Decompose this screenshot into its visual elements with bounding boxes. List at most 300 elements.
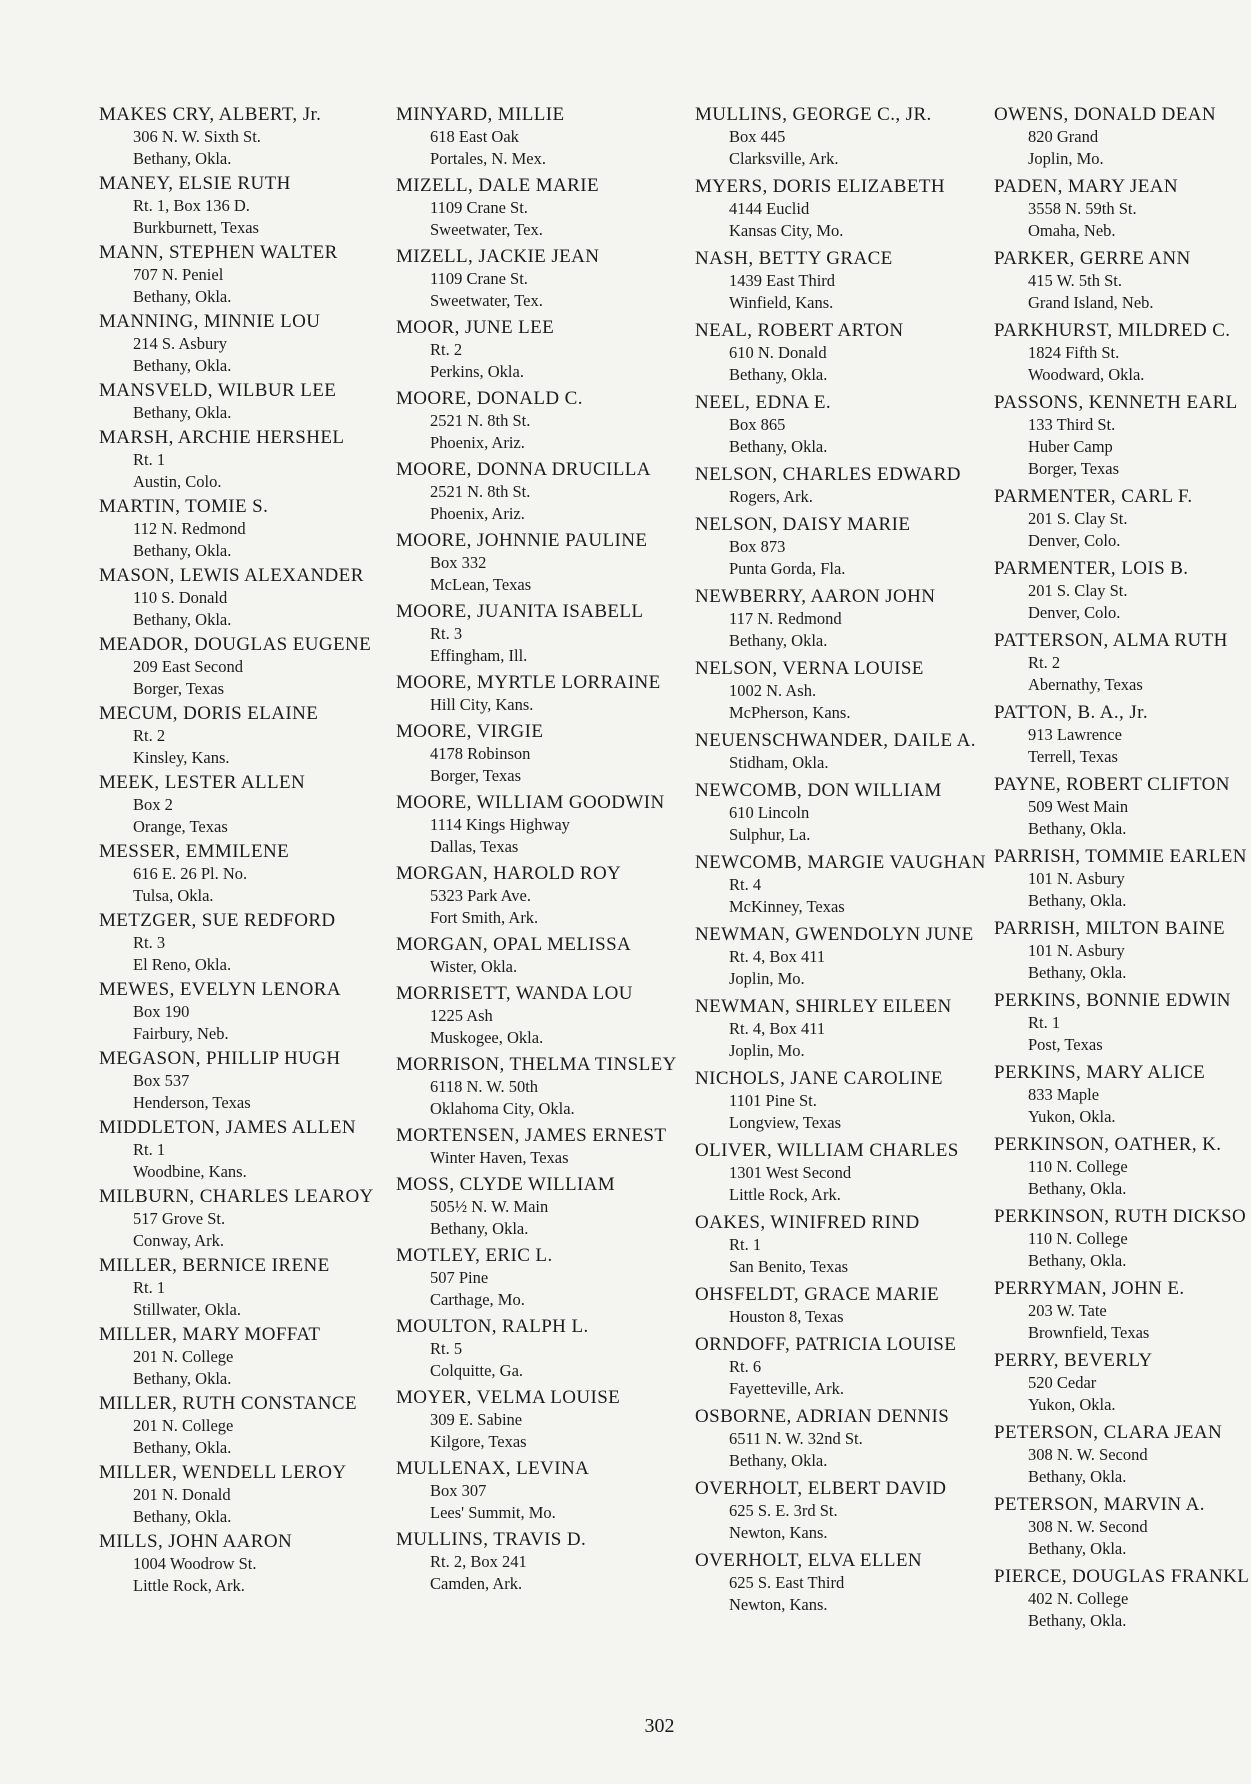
entry-address-line: 707 N. Peniel bbox=[133, 265, 224, 284]
directory-entry bbox=[99, 979, 399, 1045]
entry-name: MECUM, DORIS ELAINE bbox=[99, 703, 319, 724]
entry-address-line: Huber Camp bbox=[1028, 437, 1113, 456]
entry-name: NELSON, CHARLES EDWARD bbox=[695, 464, 961, 485]
entry-address-line: 833 Maple bbox=[1028, 1085, 1100, 1104]
entry-address-line: Dallas, Texas bbox=[430, 837, 519, 856]
entry-address-line: Box 873 bbox=[729, 537, 786, 556]
entry-address-line: Tulsa, Okla. bbox=[133, 886, 214, 905]
entry-address-line: 101 N. Asbury bbox=[1028, 941, 1125, 960]
entry-address-line: Oklahoma City, Okla. bbox=[430, 1099, 575, 1118]
entry-name: OSBORNE, ADRIAN DENNIS bbox=[695, 1406, 950, 1427]
entry-name: MOOR, JUNE LEE bbox=[396, 317, 555, 338]
entry-address-line: Winter Haven, Texas bbox=[430, 1148, 569, 1167]
directory-entry bbox=[695, 780, 995, 846]
entry-name: PERKINS, BONNIE EDWIN bbox=[994, 990, 1231, 1011]
entry-address-line: 1109 Crane St. bbox=[430, 269, 528, 288]
entry-address-line: 625 S. East Third bbox=[729, 1573, 845, 1592]
entry-name: MANN, STEPHEN WALTER bbox=[99, 242, 338, 263]
entry-address-line: San Benito, Texas bbox=[729, 1257, 849, 1276]
entry-address-line: McKinney, Texas bbox=[729, 897, 845, 916]
entry-name: NEWMAN, GWENDOLYN JUNE bbox=[695, 924, 974, 945]
directory-entry bbox=[695, 924, 995, 990]
entry-address-line: 308 N. W. Second bbox=[1028, 1445, 1148, 1464]
entry-address-line: Rt. 1 bbox=[133, 450, 166, 469]
directory-entry bbox=[396, 317, 696, 383]
entry-address-line: Rt. 1 bbox=[133, 1140, 166, 1159]
entry-address-line: Stidham, Okla. bbox=[729, 753, 829, 772]
entry-name: MOORE, VIRGIE bbox=[396, 721, 544, 742]
entry-address-line: Kilgore, Texas bbox=[430, 1432, 527, 1451]
directory-entry bbox=[396, 863, 696, 929]
entry-address-line: Bethany, Okla. bbox=[133, 403, 232, 422]
entry-name: PADEN, MARY JEAN bbox=[994, 176, 1178, 197]
directory-entry bbox=[994, 1206, 1251, 1272]
directory-entry bbox=[994, 1494, 1251, 1560]
entry-name: MULLENAX, LEVINA bbox=[396, 1458, 590, 1479]
directory-entry bbox=[994, 248, 1251, 314]
page-number bbox=[0, 1715, 1251, 1738]
entry-address-line: Box 537 bbox=[133, 1071, 190, 1090]
entry-address-line: Little Rock, Ark. bbox=[133, 1576, 245, 1595]
entry-name: MANSVELD, WILBUR LEE bbox=[99, 380, 337, 401]
entry-name: PATTERSON, ALMA RUTH bbox=[994, 630, 1228, 651]
entry-address-line: 1004 Woodrow St. bbox=[133, 1554, 257, 1573]
entry-name: MEGASON, PHILLIP HUGH bbox=[99, 1048, 341, 1069]
directory-entry bbox=[396, 934, 696, 978]
entry-address-line: Bethany, Okla. bbox=[133, 149, 232, 168]
entry-name: OVERHOLT, ELBERT DAVID bbox=[695, 1478, 947, 1499]
directory-column-4 bbox=[994, 104, 1251, 1638]
entry-address-line: Brownfield, Texas bbox=[1028, 1323, 1150, 1342]
entry-address-line: Bethany, Okla. bbox=[729, 365, 828, 384]
entry-name: PERRY, BEVERLY bbox=[994, 1350, 1153, 1371]
entry-name: MILLS, JOHN AARON bbox=[99, 1531, 293, 1552]
entry-address-line: McPherson, Kans. bbox=[729, 703, 851, 722]
directory-entry bbox=[396, 1174, 696, 1240]
entry-address-line: Bethany, Okla. bbox=[729, 631, 828, 650]
entry-name: MORGAN, HAROLD ROY bbox=[396, 863, 622, 884]
directory-entry bbox=[695, 1406, 995, 1472]
entry-name: MIZELL, DALE MARIE bbox=[396, 175, 599, 196]
directory-entry bbox=[695, 852, 995, 918]
entry-address-line: Newton, Kans. bbox=[729, 1523, 828, 1542]
entry-name: MYERS, DORIS ELIZABETH bbox=[695, 176, 945, 197]
entry-address-line: Borger, Texas bbox=[430, 766, 522, 785]
entry-name: NEWCOMB, DON WILLIAM bbox=[695, 780, 942, 801]
entry-address-line: Bethany, Okla. bbox=[1028, 891, 1127, 910]
entry-name: OHSFELDT, GRACE MARIE bbox=[695, 1284, 939, 1305]
directory-entry bbox=[99, 634, 399, 700]
entry-address-line: Bethany, Okla. bbox=[1028, 1179, 1127, 1198]
directory-entry bbox=[695, 586, 995, 652]
entry-address-line: Orange, Texas bbox=[133, 817, 228, 836]
entry-address-line: Rt. 4 bbox=[729, 875, 762, 894]
entry-address-line: Clarksville, Ark. bbox=[729, 149, 839, 168]
directory-entry bbox=[99, 1186, 399, 1252]
entry-address-line: Colquitte, Ga. bbox=[430, 1361, 524, 1380]
directory-entry bbox=[695, 104, 995, 170]
entry-address-line: Rt. 2 bbox=[133, 726, 166, 745]
entry-name: MINYARD, MILLIE bbox=[396, 104, 565, 125]
directory-entry bbox=[99, 1393, 399, 1459]
entry-address-line: 1225 Ash bbox=[430, 1006, 493, 1025]
entry-address-line: 1109 Crane St. bbox=[430, 198, 528, 217]
entry-address-line: 5323 Park Ave. bbox=[430, 886, 531, 905]
directory-entry bbox=[99, 496, 399, 562]
entry-address-line: Rt. 2 bbox=[1028, 653, 1061, 672]
directory-entry bbox=[396, 672, 696, 716]
directory-entry bbox=[695, 1334, 995, 1400]
entry-address-line: Rt. 4, Box 411 bbox=[729, 947, 826, 966]
entry-address-line: Austin, Colo. bbox=[133, 472, 222, 491]
entry-address-line: Bethany, Okla. bbox=[729, 437, 828, 456]
entry-address-line: Terrell, Texas bbox=[1028, 747, 1118, 766]
entry-address-line: 110 S. Donald bbox=[133, 588, 228, 607]
entry-address-line: Rt. 1 bbox=[1028, 1013, 1061, 1032]
entry-address-line: Fayetteville, Ark. bbox=[729, 1379, 845, 1398]
entry-name: PARRISH, TOMMIE EARLEN bbox=[994, 846, 1247, 867]
entry-name: OVERHOLT, ELVA ELLEN bbox=[695, 1550, 923, 1571]
entry-name: PASSONS, KENNETH EARL bbox=[994, 392, 1238, 413]
entry-address-line: Woodbine, Kans. bbox=[133, 1162, 247, 1181]
directory-entry bbox=[994, 104, 1251, 170]
entry-address-line: 1101 Pine St. bbox=[729, 1091, 817, 1110]
entry-address-line: Effingham, Ill. bbox=[430, 646, 528, 665]
directory-entry bbox=[994, 846, 1251, 912]
directory-entry bbox=[99, 1048, 399, 1114]
directory-entry bbox=[99, 1324, 399, 1390]
entry-address-line: 306 N. W. Sixth St. bbox=[133, 127, 261, 146]
entry-name: MARSH, ARCHIE HERSHEL bbox=[99, 427, 345, 448]
entry-address-line: 110 N. College bbox=[1028, 1229, 1128, 1248]
entry-name: MILLER, MARY MOFFAT bbox=[99, 1324, 321, 1345]
directory-entry bbox=[396, 1245, 696, 1311]
entry-address-line: Grand Island, Neb. bbox=[1028, 293, 1154, 312]
entry-address-line: Carthage, Mo. bbox=[430, 1290, 525, 1309]
entry-name: OWENS, DONALD DEAN bbox=[994, 104, 1216, 125]
entry-name: MULLINS, TRAVIS D. bbox=[396, 1529, 587, 1550]
entry-address-line: 117 N. Redmond bbox=[729, 609, 842, 628]
entry-address-line: Borger, Texas bbox=[133, 679, 225, 698]
entry-address-line: 2521 N. 8th St. bbox=[430, 482, 531, 501]
entry-address-line: 309 E. Sabine bbox=[430, 1410, 523, 1429]
entry-address-line: 308 N. W. Second bbox=[1028, 1517, 1148, 1536]
entry-address-line: Conway, Ark. bbox=[133, 1231, 225, 1250]
entry-address-line: 101 N. Asbury bbox=[1028, 869, 1125, 888]
directory-entry bbox=[994, 774, 1251, 840]
directory-entry bbox=[396, 459, 696, 525]
entry-name: PARMENTER, LOIS B. bbox=[994, 558, 1189, 579]
directory-entry bbox=[695, 392, 995, 458]
entry-address-line: 1439 East Third bbox=[729, 271, 836, 290]
entry-address-line: Portales, N. Mex. bbox=[430, 149, 546, 168]
entry-name: PERKINS, MARY ALICE bbox=[994, 1062, 1206, 1083]
entry-address-line: 6118 N. W. 50th bbox=[430, 1077, 539, 1096]
entry-address-line: Joplin, Mo. bbox=[729, 969, 805, 988]
entry-address-line: 913 Lawrence bbox=[1028, 725, 1122, 744]
entry-address-line: Sulphur, La. bbox=[729, 825, 811, 844]
directory-entry bbox=[99, 910, 399, 976]
directory-entry bbox=[994, 558, 1251, 624]
entry-name: MOORE, MYRTLE LORRAINE bbox=[396, 672, 661, 693]
directory-entry bbox=[99, 242, 399, 308]
entry-name: MORRISON, THELMA TINSLEY bbox=[396, 1054, 677, 1075]
entry-name: PARKHURST, MILDRED C. bbox=[994, 320, 1231, 341]
directory-column-1 bbox=[99, 104, 399, 1600]
entry-address-line: 520 Cedar bbox=[1028, 1373, 1097, 1392]
entry-address-line: 4144 Euclid bbox=[729, 199, 810, 218]
entry-address-line: Stillwater, Okla. bbox=[133, 1300, 241, 1319]
entry-address-line: Houston 8, Texas bbox=[729, 1307, 844, 1326]
entry-name: MESSER, EMMILENE bbox=[99, 841, 290, 862]
entry-address-line: Winfield, Kans. bbox=[729, 293, 834, 312]
entry-address-line: Box 307 bbox=[430, 1481, 487, 1500]
directory-entry bbox=[994, 702, 1251, 768]
entry-name: MOORE, JOHNNIE PAULINE bbox=[396, 530, 648, 551]
entry-name: PATTON, B. A., Jr. bbox=[994, 702, 1148, 723]
entry-address-line: Joplin, Mo. bbox=[729, 1041, 805, 1060]
entry-address-line: Perkins, Okla. bbox=[430, 362, 524, 381]
directory-entry bbox=[994, 392, 1251, 480]
entry-address-line: 214 S. Asbury bbox=[133, 334, 227, 353]
entry-address-line: Rt. 3 bbox=[133, 933, 166, 952]
entry-name: NEUENSCHWANDER, DAILE A. bbox=[695, 730, 976, 751]
entry-address-line: 610 Lincoln bbox=[729, 803, 810, 822]
entry-name: PETERSON, MARVIN A. bbox=[994, 1494, 1205, 1515]
entry-name: MILBURN, CHARLES LEAROY bbox=[99, 1186, 374, 1207]
entry-address-line: 1301 West Second bbox=[729, 1163, 852, 1182]
entry-address-line: 625 S. E. 3rd St. bbox=[729, 1501, 838, 1520]
entry-address-line: Phoenix, Ariz. bbox=[430, 504, 525, 523]
entry-address-line: Bethany, Okla. bbox=[133, 1369, 232, 1388]
directory-entry bbox=[99, 427, 399, 493]
entry-name: PERRYMAN, JOHN E. bbox=[994, 1278, 1185, 1299]
directory-entry bbox=[99, 311, 399, 377]
directory-entry bbox=[994, 990, 1251, 1056]
entry-name: MORGAN, OPAL MELISSA bbox=[396, 934, 632, 955]
entry-address-line: Box 332 bbox=[430, 553, 487, 572]
directory-entry bbox=[396, 1054, 696, 1120]
entry-address-line: 201 N. Donald bbox=[133, 1485, 231, 1504]
entry-name: NICHOLS, JANE CAROLINE bbox=[695, 1068, 943, 1089]
directory-entry bbox=[99, 1255, 399, 1321]
directory-entry bbox=[396, 530, 696, 596]
entry-name: MEEK, LESTER ALLEN bbox=[99, 772, 306, 793]
entry-address-line: 201 S. Clay St. bbox=[1028, 509, 1128, 528]
entry-address-line: 402 N. College bbox=[1028, 1589, 1129, 1608]
entry-address-line: McLean, Texas bbox=[430, 575, 532, 594]
directory-entry bbox=[695, 996, 995, 1062]
directory-entry bbox=[695, 1140, 995, 1206]
entry-address-line: 201 S. Clay St. bbox=[1028, 581, 1128, 600]
entry-name: MIDDLETON, JAMES ALLEN bbox=[99, 1117, 357, 1138]
entry-address-line: Sweetwater, Tex. bbox=[430, 291, 543, 310]
entry-address-line: 1824 Fifth St. bbox=[1028, 343, 1120, 362]
entry-address-line: 201 N. College bbox=[133, 1416, 234, 1435]
entry-address-line: Bethany, Okla. bbox=[133, 356, 232, 375]
entry-name: MEWES, EVELYN LENORA bbox=[99, 979, 341, 1000]
directory-entry bbox=[396, 792, 696, 858]
entry-address-line: Phoenix, Ariz. bbox=[430, 433, 525, 452]
entry-address-line: 618 East Oak bbox=[430, 127, 519, 146]
entry-address-line: Box 190 bbox=[133, 1002, 190, 1021]
entry-name: OAKES, WINIFRED RIND bbox=[695, 1212, 920, 1233]
entry-address-line: Punta Gorda, Fla. bbox=[729, 559, 846, 578]
directory-entry bbox=[695, 1212, 995, 1278]
entry-name: MULLINS, GEORGE C., JR. bbox=[695, 104, 932, 125]
entry-address-line: Joplin, Mo. bbox=[1028, 149, 1104, 168]
directory-entry bbox=[396, 1316, 696, 1382]
directory-entry bbox=[695, 176, 995, 242]
entry-address-line: 3558 N. 59th St. bbox=[1028, 199, 1137, 218]
entry-name: MOORE, DONNA DRUCILLA bbox=[396, 459, 651, 480]
entry-name: MIZELL, JACKIE JEAN bbox=[396, 246, 600, 267]
entry-address-line: 6511 N. W. 32nd St. bbox=[729, 1429, 863, 1448]
directory-entry bbox=[99, 104, 399, 170]
page-number-text: 302 bbox=[644, 1715, 675, 1737]
directory-entry bbox=[396, 721, 696, 787]
entry-address-line: Omaha, Neb. bbox=[1028, 221, 1116, 240]
directory-entry bbox=[695, 658, 995, 724]
entry-address-line: Rt. 5 bbox=[430, 1339, 463, 1358]
entry-address-line: Camden, Ark. bbox=[430, 1574, 523, 1593]
entry-address-line: Wister, Okla. bbox=[430, 957, 518, 976]
directory-entry bbox=[695, 1068, 995, 1134]
entry-address-line: Woodward, Okla. bbox=[1028, 365, 1145, 384]
directory-entry bbox=[994, 1422, 1251, 1488]
entry-address-line: Kinsley, Kans. bbox=[133, 748, 230, 767]
directory-entry bbox=[695, 1478, 995, 1544]
entry-address-line: Rt. 4, Box 411 bbox=[729, 1019, 826, 1038]
entry-name: MEADOR, DOUGLAS EUGENE bbox=[99, 634, 372, 655]
directory-entry bbox=[99, 703, 399, 769]
directory-entry bbox=[695, 1284, 995, 1328]
entry-name: MAKES CRY, ALBERT, Jr. bbox=[99, 104, 322, 125]
directory-entry bbox=[99, 565, 399, 631]
entry-name: MANEY, ELSIE RUTH bbox=[99, 173, 291, 194]
entry-name: MOSS, CLYDE WILLIAM bbox=[396, 1174, 616, 1195]
entry-address-line: Rt. 1, Box 136 D. bbox=[133, 196, 250, 215]
entry-address-line: Bethany, Okla. bbox=[1028, 819, 1127, 838]
directory-entry bbox=[99, 1117, 399, 1183]
entry-name: MORTENSEN, JAMES ERNEST bbox=[396, 1125, 667, 1146]
entry-address-line: Rt. 1 bbox=[729, 1235, 762, 1254]
entry-address-line: Lees' Summit, Mo. bbox=[430, 1503, 556, 1522]
entry-name: MOORE, WILLIAM GOODWIN bbox=[396, 792, 665, 813]
entry-address-line: 415 W. 5th St. bbox=[1028, 271, 1122, 290]
entry-name: NEAL, ROBERT ARTON bbox=[695, 320, 904, 341]
entry-address-line: Post, Texas bbox=[1028, 1035, 1103, 1054]
entry-name: MOYER, VELMA LOUISE bbox=[396, 1387, 621, 1408]
directory-entry bbox=[396, 175, 696, 241]
directory-entry bbox=[396, 601, 696, 667]
entry-address-line: 507 Pine bbox=[430, 1268, 489, 1287]
directory-entry bbox=[994, 486, 1251, 552]
entry-address-line: Hill City, Kans. bbox=[430, 695, 534, 714]
entry-address-line: 509 West Main bbox=[1028, 797, 1129, 816]
entry-address-line: 517 Grove St. bbox=[133, 1209, 226, 1228]
entry-name: PIERCE, DOUGLAS FRANKL bbox=[994, 1566, 1250, 1587]
entry-address-line: 209 East Second bbox=[133, 657, 243, 676]
entry-address-line: 610 N. Donald bbox=[729, 343, 827, 362]
directory-entry bbox=[99, 772, 399, 838]
entry-address-line: Yukon, Okla. bbox=[1028, 1395, 1116, 1414]
entry-address-line: 203 W. Tate bbox=[1028, 1301, 1107, 1320]
entry-name: MILLER, WENDELL LEROY bbox=[99, 1462, 347, 1483]
entry-address-line: Box 2 bbox=[133, 795, 173, 814]
entry-address-line: Box 865 bbox=[729, 415, 786, 434]
directory-entry bbox=[396, 1387, 696, 1453]
entry-address-line: Longview, Texas bbox=[729, 1113, 842, 1132]
entry-name: MOORE, DONALD C. bbox=[396, 388, 583, 409]
entry-address-line: 1002 N. Ash. bbox=[729, 681, 817, 700]
entry-address-line: Bethany, Okla. bbox=[1028, 1611, 1127, 1630]
entry-address-line: Sweetwater, Tex. bbox=[430, 220, 543, 239]
entry-address-line: Box 445 bbox=[729, 127, 786, 146]
directory-entry bbox=[396, 1458, 696, 1524]
entry-address-line: Little Rock, Ark. bbox=[729, 1185, 841, 1204]
entry-address-line: Bethany, Okla. bbox=[1028, 1539, 1127, 1558]
entry-name: NASH, BETTY GRACE bbox=[695, 248, 893, 269]
entry-name: NEWCOMB, MARGIE VAUGHAN bbox=[695, 852, 986, 873]
directory-entry bbox=[994, 1062, 1251, 1128]
entry-address-line: Bethany, Okla. bbox=[430, 1219, 529, 1238]
entry-address-line: Rt. 3 bbox=[430, 624, 463, 643]
entry-address-line: Bethany, Okla. bbox=[1028, 963, 1127, 982]
directory-entry bbox=[396, 1529, 696, 1595]
entry-name: MOULTON, RALPH L. bbox=[396, 1316, 589, 1337]
entry-name: METZGER, SUE REDFORD bbox=[99, 910, 336, 931]
entry-name: NEWMAN, SHIRLEY EILEEN bbox=[695, 996, 952, 1017]
directory-entry bbox=[695, 1550, 995, 1616]
entry-address-line: Bethany, Okla. bbox=[133, 1438, 232, 1457]
directory-column-3 bbox=[695, 104, 995, 1622]
entry-name: ORNDOFF, PATRICIA LOUISE bbox=[695, 1334, 957, 1355]
entry-address-line: Denver, Colo. bbox=[1028, 531, 1121, 550]
entry-name: OLIVER, WILLIAM CHARLES bbox=[695, 1140, 959, 1161]
entry-name: MASON, LEWIS ALEXANDER bbox=[99, 565, 364, 586]
entry-name: MILLER, BERNICE IRENE bbox=[99, 1255, 330, 1276]
entry-name: MORRISETT, WANDA LOU bbox=[396, 983, 633, 1004]
entry-name: PERKINSON, RUTH DICKSO bbox=[994, 1206, 1247, 1227]
entry-address-line: Henderson, Texas bbox=[133, 1093, 251, 1112]
entry-address-line: Fort Smith, Ark. bbox=[430, 908, 539, 927]
entry-address-line: Rogers, Ark. bbox=[729, 487, 813, 506]
entry-name: MOORE, JUANITA ISABELL bbox=[396, 601, 644, 622]
entry-address-line: 1114 Kings Highway bbox=[430, 815, 570, 834]
entry-address-line: Fairbury, Neb. bbox=[133, 1024, 229, 1043]
directory-entry bbox=[99, 1531, 399, 1597]
directory-entry bbox=[695, 514, 995, 580]
entry-address-line: 2521 N. 8th St. bbox=[430, 411, 531, 430]
entry-address-line: Bethany, Okla. bbox=[729, 1451, 828, 1470]
entry-address-line: El Reno, Okla. bbox=[133, 955, 232, 974]
entry-name: MILLER, RUTH CONSTANCE bbox=[99, 1393, 357, 1414]
entry-name: PETERSON, CLARA JEAN bbox=[994, 1422, 1223, 1443]
directory-entry bbox=[994, 918, 1251, 984]
entry-name: PARRISH, MILTON BAINE bbox=[994, 918, 1225, 939]
entry-address-line: Kansas City, Mo. bbox=[729, 221, 844, 240]
entry-address-line: Bethany, Okla. bbox=[1028, 1251, 1127, 1270]
entry-address-line: Bethany, Okla. bbox=[133, 1507, 232, 1526]
entry-address-line: 505½ N. W. Main bbox=[430, 1197, 549, 1216]
directory-entry bbox=[994, 176, 1251, 242]
directory-entry bbox=[695, 464, 995, 508]
directory-column-2 bbox=[396, 104, 696, 1600]
directory-entry bbox=[695, 730, 995, 774]
entry-address-line: Abernathy, Texas bbox=[1028, 675, 1143, 694]
directory-entry bbox=[396, 246, 696, 312]
